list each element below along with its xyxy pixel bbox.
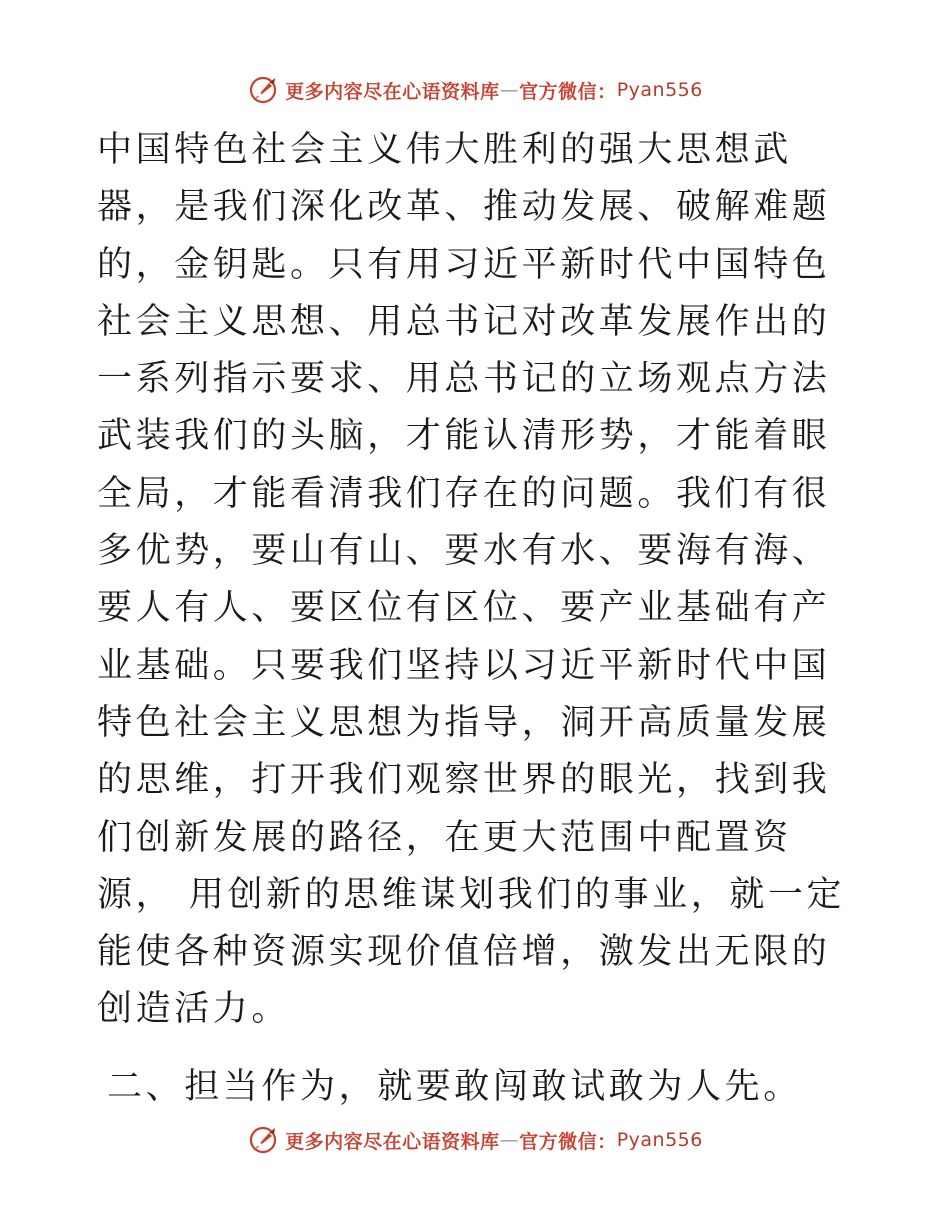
watermark-separator: —: [499, 1129, 520, 1151]
watermark-wechat-label: 官方微信：: [519, 1130, 617, 1153]
watermark-text: [285, 1127, 703, 1154]
quill-pen-icon: [247, 74, 279, 106]
quill-pen-icon: [247, 1124, 279, 1156]
watermark-wechat-id: Pyan556: [616, 79, 703, 101]
section-heading: 二、担当作为，就要敢闯敢试敢为人先。: [107, 1066, 802, 1107]
watermark-separator: —: [499, 79, 520, 101]
document-body: [97, 122, 857, 1116]
watermark-wechat-label: 官方微信：: [519, 80, 617, 103]
watermark-text: [285, 77, 703, 104]
body-paragraph: 中国特色社会主义伟大胜利的强大思想武器，是我们深化改革、推动发展、破解难题的，金钥匙。只有用习近平新时代中国特色社会主义思想、用总书记对改革发展作出的一系列指示要求、用总书记的立场观点方法武装我们的头脑，才能认清形势，才能着眼全局，才能看清我们存在的问题。我们有很多优势，要山有山、要水有水、要海有海、要人有人、要区位有区位、要产业基础有产业基础。只要我们坚持以习近平新时代中国特色社会主义思想为指导，洞开高质量发展的思维，打开我们观察世界的眼光，找到我们创新发展的路径，在更大范围中配置资源， 用创新的思维谋划我们的事业，就一定能使各种资源实现价值倍增，激发出无限的创造活力。: [97, 130, 846, 1030]
watermark-promo: 更多内容尽在心语资料库: [285, 1130, 500, 1153]
header-watermark: [0, 72, 950, 108]
watermark-wechat-id: Pyan556: [616, 1129, 703, 1151]
watermark-promo: 更多内容尽在心语资料库: [285, 80, 500, 103]
footer-watermark: [0, 1122, 950, 1158]
